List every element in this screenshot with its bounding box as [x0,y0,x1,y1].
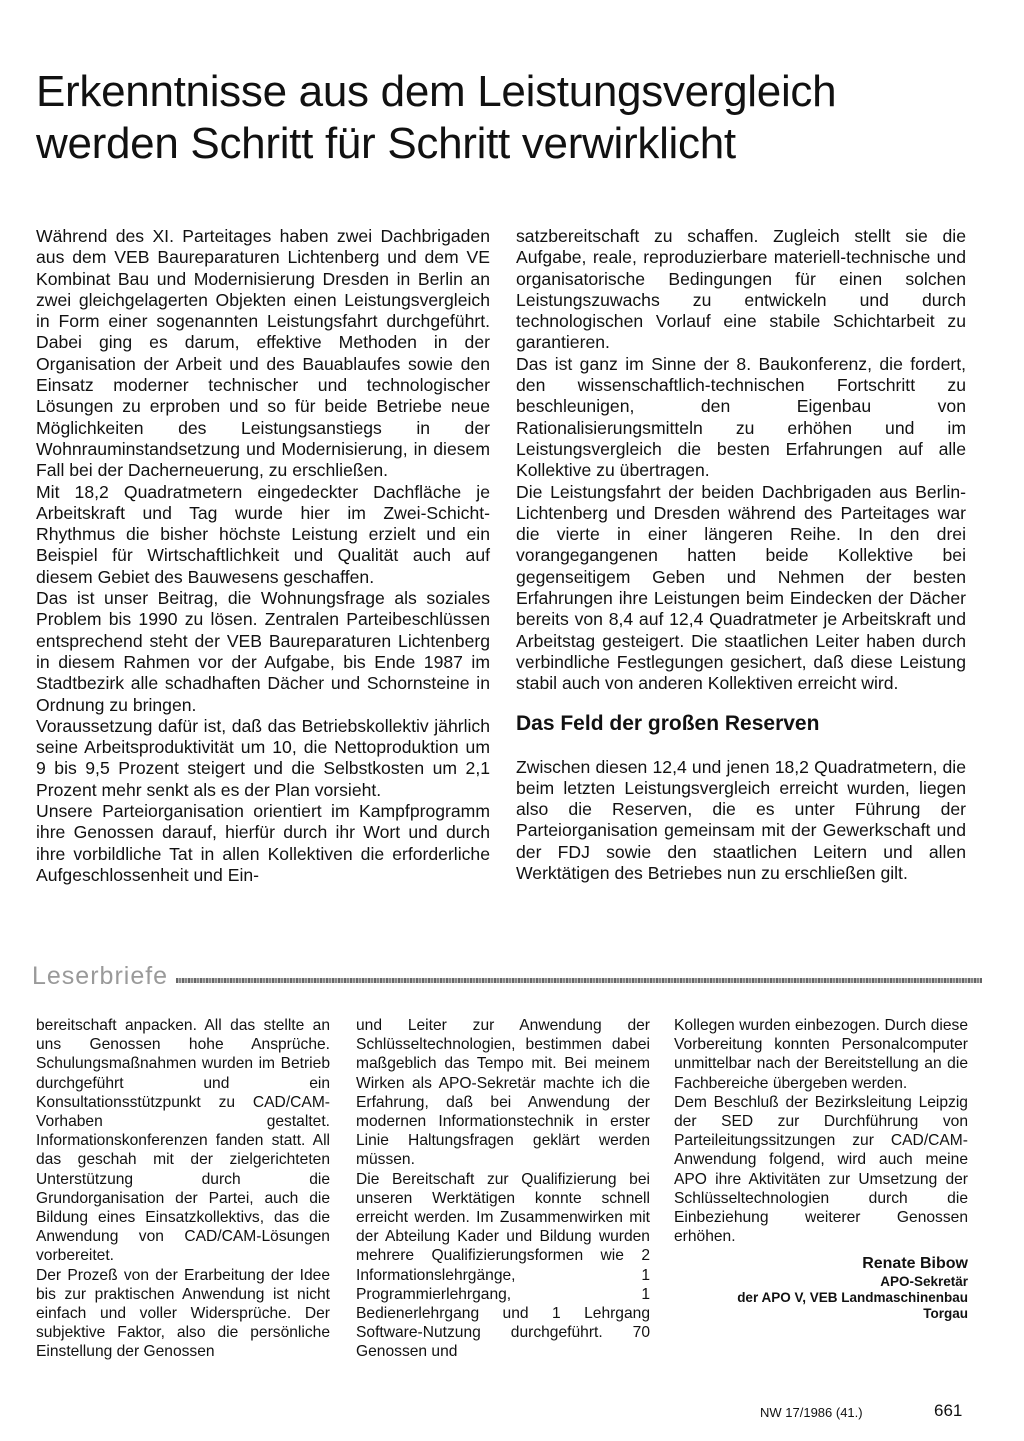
page-number: 661 [934,1401,963,1420]
article-paragraph: Unsere Parteiorganisation orientiert im Kampfprogramm ihre Genossen darauf, hierfür durch ihr Wort und durch ihre vorbildliche Tat in allen Kollektiven die erforderliche Aufgeschlossenheit und Ein- [36,801,490,885]
article-paragraph: Das ist unser Beitrag, die Wohnungsfrage als soziales Problem bis 1990 zu lösen. Zentralen Parteibeschlüssen entsprechend steht der VEB Baureparaturen Lichtenberg in diesem Rahmen vor der Aufgabe, bis Ende 1987 im Stadtbezirk alle schadhaften Dächer und Schornsteine in Ordnung zu bringen. [36,588,490,715]
article-title-line-2: werden Schritt für Schritt verwirklicht [36,119,736,168]
issue-info: NW 17/1986 (41.) [760,1405,863,1420]
article-title [36,66,936,170]
signature-name: Renate Bibow [862,1255,968,1273]
signature-org: der APO V, VEB Landmaschinenbau [737,1289,968,1305]
article-paragraph: Die Leistungsfahrt der beiden Dachbrigaden aus Berlin-Lichtenberg und Dresden während des Parteitages war die vierte in einer längeren Reihe. In den drei vorangegangenen hatten beide Kollektive bei gegenseitigem Geben und Nehmen der besten Erfahrungen ihre Leistungen beim Eindecken der Dächer bereits von 8,4 auf 12,4 Quadratmeter je Arbeitskraft und Arbeitstag gesteigert. Die staatlichen Leiter haben durch verbindliche Festlegungen gesichert, daß diese Leistung stabil auch von anderen Kollektiven erreicht wird. [516,481,966,694]
section-label-text: Leserbriefe [32,961,169,990]
letter-column-3 [674,1016,968,1322]
article-subheading: Das Feld der großen Reserven [516,711,820,735]
letter-paragraph: Der Prozeß von der Erarbeitung der Idee bis zur praktischen Anwendung ist nicht einfach und voller Widersprüche. Der subjektive Faktor, also die persönliche Einstellung der Genossen [36,1266,330,1361]
article-paragraph: Voraussetzung dafür ist, daß das Betriebskollektiv jährlich seine Arbeitsproduktivität um 10, die Nettoproduktion um 9 bis 9,5 Prozent steigert und die Selbstkosten um 2,1 Prozent mehr senkt als es der Plan vorsieht. [36,715,490,800]
letter-column-1 [36,1016,330,1362]
article-paragraph: Mit 18,2 Quadratmetern eingedeckter Dachfläche je Arbeitskraft und Tag wurde hier im Zwei-Schicht-Rhythmus die bisher höchste Leistung erzielt und ein Beispiel für Wirtschaftlichkeit und Qualität auch auf diesem Gebiet des Bauwesens geschaffen. [36,481,490,587]
letter-signature [674,1254,968,1321]
letter-paragraph: Dem Beschluß der Bezirksleitung Leipzig der SED zur Durchführung von Parteileitungssitzungen zur CAD/CAM-Anwendung folgend, wird auch meine APO ihre Aktivitäten zur Umsetzung der Schlüsseltechnologien durch die Einbeziehung weiterer Genossen erhöhen. [674,1093,968,1246]
letter-paragraph: Die Bereitschaft zur Qualifizierung bei unseren Werktätigen konnte schnell erreicht werden. Im Zusammenwirken mit der Abteilung Kader und Bildung wurden mehrere Qualifizierungsformen wie 2 Informationslehrgänge, 1 Programmierlehrgang, 1 Bedienerlehrgang und 1 Lehrgang Software-Nutzung durchgeführt. 70 Genossen und [356,1170,650,1361]
letter-paragraph: und Leiter zur Anwendung der Schlüsseltechnologien, bestimmen dabei maßgeblich das Tempo mit. Bei meinem Wirken als APO-Sekretär machte ich die Erfahrung, daß bei Anwendung der modernen Informationstechnik in erster Linie Haltungsfragen geklärt werden müssen. [356,1017,650,1169]
letter-paragraph: bereitschaft anpacken. All das stellte an uns Genossen hohe Ansprüche. Schulungsmaßnahmen wurden im Betrieb durchgeführt und ein Konsultationsstützpunkt zu CAD/CAM-Vorhaben gestaltet. Informationskonferenzen fanden statt. All das geschah mit der zielgerichteten Unterstützung durch die Grundorganisation der Partei, auch die Bildung eines Einsatzkollektivs, das die Anwendung von CAD/CAM-Lösungen vorbereitet. [36,1017,330,1265]
letter-column-2 [356,1016,650,1362]
article-paragraph: satzbereitschaft zu schaffen. Zugleich stellt sie die Aufgabe, reale, reproduzierbare materiell-technische und organisatorische Bedingungen für einen solchen Leistungszuwachs zu entwickeln und durch technologischen Vorlauf eine stabile Schichtarbeit zu garantieren. [516,226,966,353]
article-column-right [516,226,966,884]
article-paragraph: Zwischen diesen 12,4 und jenen 18,2 Quadratmetern, die beim letzten Leistungsvergleich erreicht wurden, liegen also die Reserven, die es unter Führung der Parteiorganisation gemeinsam mit der Gewerkschaft und der FDJ sowie den staatlichen Leitern und allen Werktätigen des Betriebes nun zu erschließen gilt. [516,756,966,884]
article-column-left [36,226,490,886]
article-title-line-1: Erkenntnisse aus dem Leistungsvergleich [36,67,837,116]
section-divider [176,978,982,983]
section-label-leserbriefe [32,962,982,990]
signature-place: Torgau [923,1305,968,1321]
article-paragraph: Während des XI. Parteitages haben zwei Dachbrigaden aus dem VEB Baureparaturen Lichtenberg und dem VE Kombinat Bau und Modernisierung Dresden in Berlin an zwei gleichgelagerten Objekten einen Leistungsvergleich in Form einer sogenannten Leistungsfahrt durchgeführt. Dabei ging es darum, effektive Methoden in der Organisation der Arbeit und des Bauablaufes sowie den Einsatz moderner technischer und technologischer Lösungen zu erproben und so für beide Betriebe neue Möglichkeiten des Leistungsanstiegs in der Wohnrauminstandsetzung und Modernisierung, in diesem Fall bei der Dacherneuerung, zu erschließen. [36,226,490,481]
letter-paragraph: Kollegen wurden einbezogen. Durch diese Vorbereitung konnten Personalcomputer unmittelbar nach der Bereitstellung an die Fachbereiche übergeben werden. [674,1017,968,1092]
article-paragraph: Das ist ganz im Sinne der 8. Baukonferenz, die fordert, den wissenschaftlich-technischen Fortschritt zu beschleunigen, den Eigenbau von Rationalisierungsmitteln zu erhöhen und im Leistungsvergleich die besten Erfahrungen auf alle Kollektive zu übertragen. [516,353,966,481]
signature-role: APO-Sekretär [880,1273,968,1289]
